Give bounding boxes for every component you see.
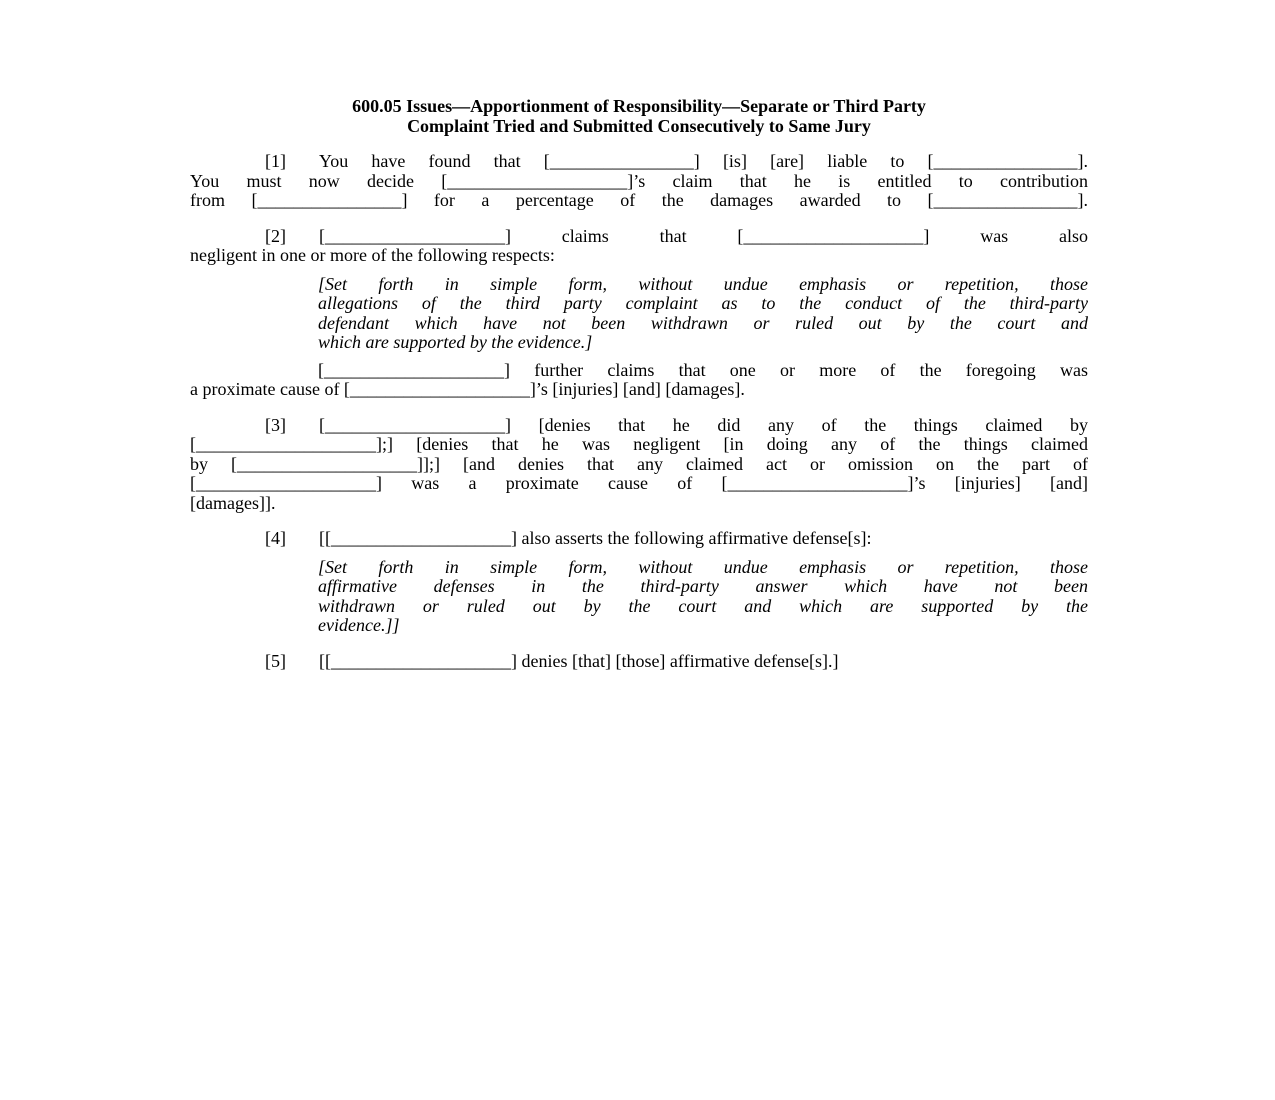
paragraph-1-line-2: You must now decide [____________________]’s claim that he is entitled to contribution xyxy=(190,170,1088,191)
paragraph-2-first-line xyxy=(190,227,1088,247)
paragraph-4 xyxy=(190,529,1088,549)
paragraph-4-first-line xyxy=(190,529,1088,549)
paragraph-1-line-3: from [________________] for a percentage of the damages awarded to [________________]. xyxy=(190,190,1088,210)
directive-block-1 xyxy=(318,275,1088,353)
directive-1-line-2: allegations of the third party complaint as to the conduct of the third-party xyxy=(318,293,1088,313)
paragraph-5-number: [5] xyxy=(265,650,286,671)
paragraph-2-continuation xyxy=(190,361,1088,400)
directive-1-line-3: defendant which have not been withdrawn or ruled out by the court and xyxy=(318,312,1088,333)
directive-2-line-3: withdrawn or ruled out by the court and which are supported by the xyxy=(318,595,1088,616)
paragraph-3-line-2: [____________________];] [denies that he was negligent [in doing any of the things claimed xyxy=(190,434,1088,454)
paragraph-3-first-line xyxy=(190,416,1088,436)
document-content xyxy=(190,96,1088,671)
directive-block-2 xyxy=(318,558,1088,636)
paragraph-3-line-5: [damages]]. xyxy=(190,492,276,513)
paragraph-4-text: [[____________________] also asserts the following affirmative defense[s]: xyxy=(319,528,872,548)
directive-2-line-2: affirmative defenses in the third-party answer which have not been xyxy=(318,576,1088,596)
paragraph-2 xyxy=(190,227,1088,266)
paragraph-2-text: [____________________] claims that [____________________] was also xyxy=(319,225,1088,246)
directive-2-line-4: evidence.]] xyxy=(318,615,400,635)
paragraph-1-first-line xyxy=(190,152,1088,172)
paragraph-2-continuation-line-2: a proximate cause of [____________________]’s [injuries] [and] [damages]. xyxy=(190,379,745,399)
paragraph-3-number: [3] xyxy=(265,414,286,435)
paragraph-3 xyxy=(190,416,1088,514)
paragraph-5-text: [[____________________] denies [that] [those] affirmative defense[s].] xyxy=(319,650,839,671)
title-line-2: Complaint Tried and Submitted Consecutively to Same Jury xyxy=(407,116,871,136)
paragraph-2-number: [2] xyxy=(265,225,286,246)
paragraph-1-text: You have found that [________________] [is] [are] liable to [________________]. xyxy=(319,151,1088,171)
directive-2-line-1: [Set forth in simple form, without undue emphasis or repetition, those xyxy=(318,556,1088,577)
paragraph-3-line-4: [____________________] was a proximate cause of [____________________]’s [injuries] [and] xyxy=(190,473,1088,493)
paragraph-5-first-line xyxy=(190,652,1088,672)
title-line-1: 600.05 Issues—Apportionment of Responsibility—Separate or Third Party xyxy=(352,96,926,116)
paragraph-1 xyxy=(190,152,1088,211)
paragraph-5 xyxy=(190,652,1088,672)
paragraph-3-line-3: by [____________________]];] [and denies that any claimed act or omission on the part of xyxy=(190,453,1088,474)
document-title xyxy=(190,96,1088,136)
paragraph-1-number: [1] xyxy=(265,151,286,171)
directive-1-line-4: which are supported by the evidence.] xyxy=(318,332,593,352)
directive-1-line-1: [Set forth in simple form, without undue emphasis or repetition, those xyxy=(318,273,1088,294)
paragraph-2-continuation-line-1: [____________________] further claims that one or more of the foregoing was xyxy=(318,359,1088,380)
paragraph-3-text: [____________________] [denies that he did any of the things claimed by xyxy=(319,414,1088,435)
paragraph-4-number: [4] xyxy=(265,528,286,548)
paragraph-2-line-2: negligent in one or more of the following respects: xyxy=(190,245,555,265)
